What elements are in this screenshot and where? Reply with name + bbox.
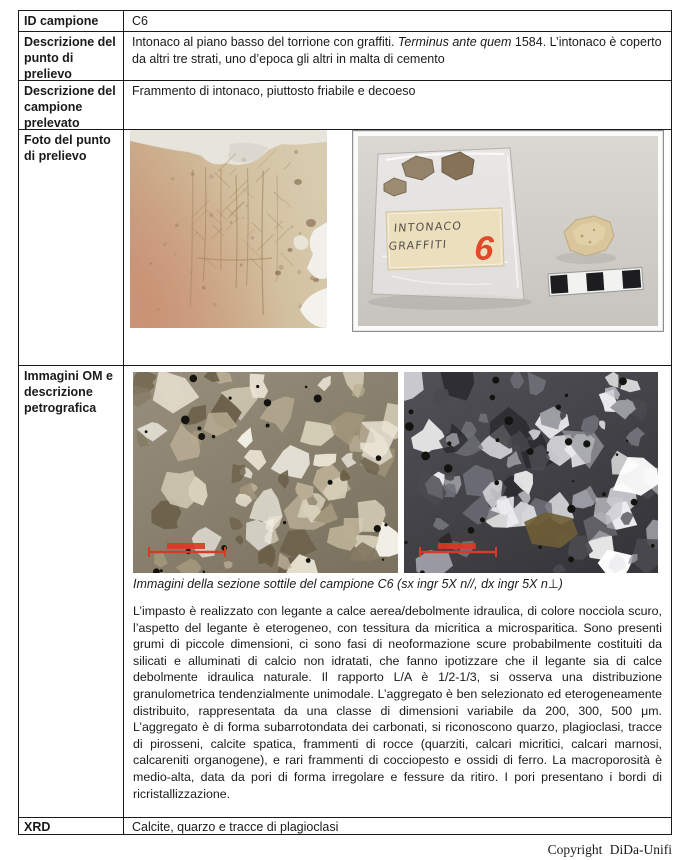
bag-sample-number: 6 [473, 229, 495, 269]
point-desc-text-after: 1584. L’intonaco è coperto da altri tre strati, uno d’epoca gli altri in malta di cemento [132, 35, 662, 66]
thin-section-caption: Immagini della sezione sottile del campione C6 (sx ingr 5X n//, dx ingr 5X n⊥) [133, 577, 563, 591]
bag-label [386, 208, 504, 272]
row-label-descrizione-campione: Descrizione del campione prelevato [19, 81, 124, 129]
row-value-immagini-om [124, 366, 671, 817]
point-desc-text: Intonaco al piano basso del torrione con graffiti. [132, 35, 398, 49]
thin-section-images [133, 372, 663, 573]
copyright-notice: Copyright DiDa-Unifi [547, 842, 672, 857]
thin-section-image-cross-polarized [404, 372, 658, 573]
row-value-descrizione-punto [124, 32, 671, 80]
row-value-foto-punto [124, 130, 671, 365]
row-label-id-campione: ID campione [19, 11, 124, 31]
bag-label-text-line2: GRAFFITI [388, 237, 448, 253]
row-value-descrizione-campione: Frammento di intonaco, piuttosto friabile e decoeso [132, 84, 416, 98]
bag-label-text-line1: INTONACO [393, 219, 463, 235]
table-row-descrizione-punto [19, 31, 671, 80]
row-value-id-campione: C6 [132, 14, 148, 28]
point-desc-latin-phrase: Terminus ante quem [397, 35, 512, 49]
row-value-xrd: Calcite, quarzo e tracce di plagioclasi [132, 820, 339, 834]
thin-section-image-plane-polarized [133, 372, 398, 573]
table-row-xrd [19, 817, 671, 834]
row-label-descrizione-punto: Descrizione del punto di prelievo [19, 32, 124, 80]
table-row-immagini-om [19, 365, 671, 817]
petrographic-description: L’impasto è realizzato con legante a calce aerea/debolmente idraulica, di colore nocciola scuro, l’aspetto del legante è eterogeneo, con tessitura da micritica a microsparitica. Sono presenti grumi di piccole dimensioni, ci sono fasi di neoformazione scure probabilmente costituiti da silicati e alluminati di calcio non idratati, che fanno ipotizzare che il legante sia di calce debolmente idraulica naturale. Il rapporto L/A è 1/2-1/3, si osserva una distribuzione granulometrica tendenzialmente unimodale. L’aggregato è ben selezionato ed eterogeneamente distribuito, rappresentata da una classe di dimensioni variabile da 200, 300, 500 μm. L’aggregato è di forma subarrotondata dei carbonati, si riconoscono quarzo, plagioclasi, tracce di pirosseni, calcite spatica, frammenti di rocce (quarziti, calcari micritici, calcari marnosi, calcareniti organogene), e rari frammenti di cocciopesto e ossidi di ferro. La macroporosità è medio-alta, data da pori di forma irregolare e fessure da ritiro. I pori presentano i bordi di ricristallizzazione. [133, 604, 662, 801]
row-label-foto-punto: Foto del punto di prelievo [19, 130, 124, 365]
wall-graffiti-photo [130, 130, 327, 328]
sample-data-table [18, 10, 672, 835]
sample-bag-photo-frame [352, 130, 664, 332]
table-row-id-campione [19, 11, 671, 31]
row-label-xrd: XRD [19, 818, 124, 834]
table-row-foto-punto [19, 129, 671, 365]
table-row-descrizione-campione [19, 80, 671, 129]
row-label-immagini-om: Immagini OM e descrizione petrografica [19, 366, 124, 817]
sample-bag-photo [358, 136, 658, 326]
